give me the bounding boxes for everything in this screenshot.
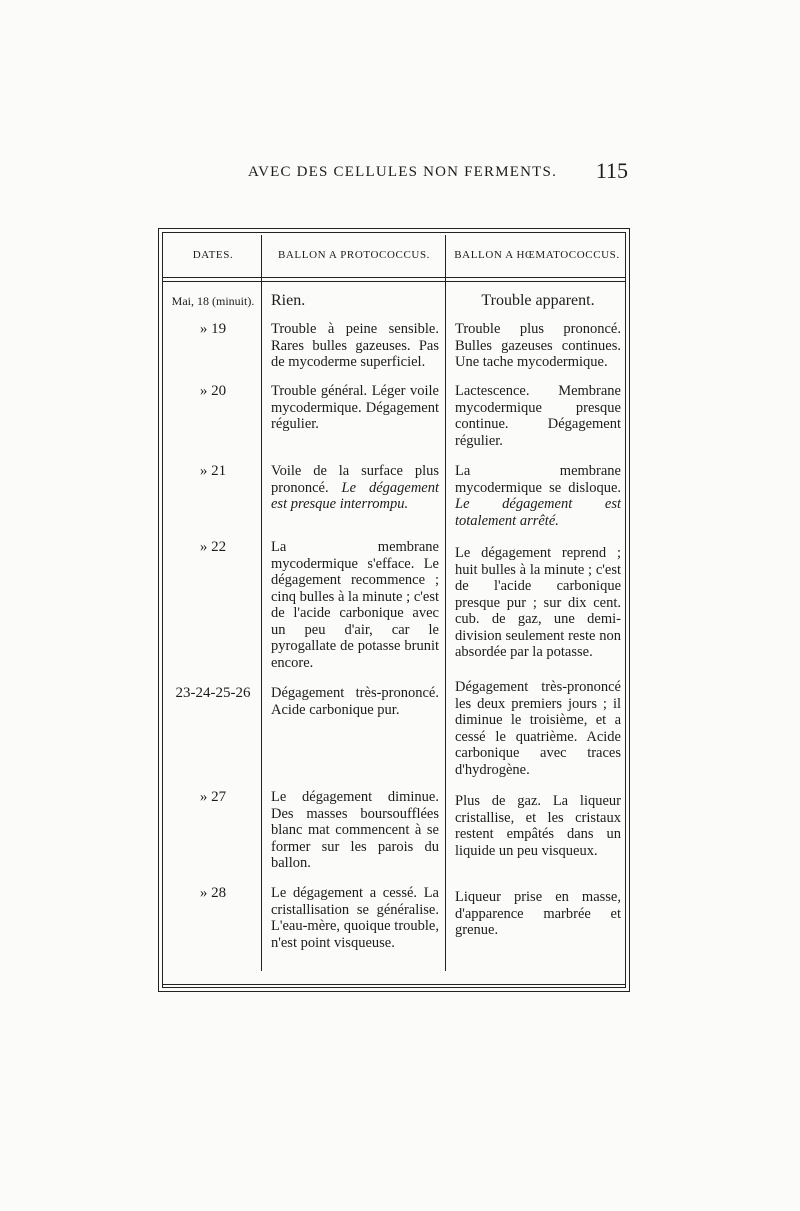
observation-table bbox=[158, 228, 630, 992]
page-number: 115 bbox=[595, 158, 628, 183]
row-date: » 20 bbox=[199, 383, 227, 399]
hoematococcus-text: Plus de gaz. La liqueur cristallise, et les cristaux restent empâtés dans un liquide un peu visqueux. bbox=[455, 793, 621, 859]
column-header-dates: DATES. bbox=[192, 249, 234, 261]
hoematococcus-text: La membrane mycodermique se disloque. bbox=[455, 463, 621, 496]
protococcus-text: Le dégagement diminue. Des masses boursoufflées blanc mat commencent à se former sur les parois du ballon. bbox=[271, 789, 439, 871]
protococcus-cell bbox=[271, 293, 439, 310]
column-divider bbox=[445, 235, 446, 971]
hoematococcus-italic-text: Le dégagement est totalement arrêté. bbox=[455, 496, 621, 529]
protococcus-cell bbox=[271, 539, 439, 671]
hoematococcus-cell bbox=[455, 293, 621, 310]
hoematococcus-cell bbox=[455, 545, 621, 661]
protococcus-cell bbox=[271, 383, 439, 433]
hoematococcus-cell bbox=[455, 463, 621, 529]
protococcus-cell bbox=[271, 321, 439, 371]
hoematococcus-text: Le dégagement reprend ; huit bulles à la minute ; c'est de l'acide carbonique presque pur ; sur dix cent. cub. de gaz, une demi-division seulement reste non absordée par la potasse. bbox=[455, 545, 621, 660]
hoematococcus-cell bbox=[455, 793, 621, 859]
hoematococcus-text: Trouble plus prononcé. Bulles gazeuses continues. Une tache mycodermique. bbox=[455, 321, 621, 370]
page-header bbox=[160, 158, 630, 186]
column-header-protococcus: BALLON A PROTOCOCCUS. bbox=[277, 249, 431, 261]
hoematococcus-text: Lactescence. Membrane mycodermique presque continue. Dégagement régulier. bbox=[455, 383, 621, 449]
row-date: Mai, 18 (minuit). bbox=[171, 294, 255, 308]
row-date: 23-24-25-26 bbox=[175, 685, 251, 701]
running-title: AVEC DES CELLULES NON FERMENTS. bbox=[248, 164, 558, 180]
row-date: » 28 bbox=[199, 885, 227, 901]
hoematococcus-cell bbox=[455, 889, 621, 939]
protococcus-cell bbox=[271, 789, 439, 872]
hoematococcus-text: Dégagement très-prononcé les deux premiers jours ; il diminue le troisième, et a cessé le quatrième. Acide carbonique avec traces d'hydrogène. bbox=[455, 679, 621, 778]
hoematococcus-cell bbox=[455, 679, 621, 778]
protococcus-text: La membrane mycodermique s'efface. Le dégagement recommence ; cinq bulles à la minute ; c'est de l'acide carbonique avec un peu d'air, car le pyrogallate de potasse brunit encore. bbox=[271, 539, 439, 671]
row-date: » 22 bbox=[199, 539, 227, 555]
protococcus-text: Voile de la surface plus prononcé. bbox=[271, 463, 439, 496]
protococcus-text: Trouble à peine sensible. Rares bulles gazeuses. Pas de mycoderme superficiel. bbox=[271, 321, 439, 370]
protococcus-cell bbox=[271, 685, 439, 718]
column-header-hoematococcus: BALLON A HŒMATOCOCCUS. bbox=[454, 249, 620, 261]
protococcus-cell bbox=[271, 885, 439, 951]
protococcus-italic-text: Le dégagement est presque interrompu. bbox=[271, 479, 440, 512]
hoematococcus-cell bbox=[455, 383, 621, 449]
row-date: » 27 bbox=[199, 789, 227, 805]
protococcus-text: Rien. bbox=[271, 292, 306, 309]
header-rule bbox=[163, 277, 625, 278]
hoematococcus-text: Liqueur prise en masse, d'apparence marbrée et grenue. bbox=[455, 889, 621, 938]
hoematococcus-cell bbox=[455, 321, 621, 371]
protococcus-text: Dégagement très-prononcé. Acide carbonique pur. bbox=[271, 685, 439, 718]
protococcus-cell bbox=[271, 463, 439, 513]
header-rule bbox=[163, 281, 625, 282]
column-divider bbox=[261, 235, 262, 971]
row-date: » 21 bbox=[199, 463, 227, 479]
row-date: » 19 bbox=[199, 321, 227, 337]
protococcus-text: Le dégagement a cessé. La cristallisation se généralise. L'eau-mère, quoique trouble, n'est point visqueuse. bbox=[271, 885, 439, 951]
hoematococcus-text: Trouble apparent. bbox=[481, 292, 595, 309]
protococcus-text: Trouble général. Léger voile mycodermique. Dégagement régulier. bbox=[271, 383, 439, 432]
